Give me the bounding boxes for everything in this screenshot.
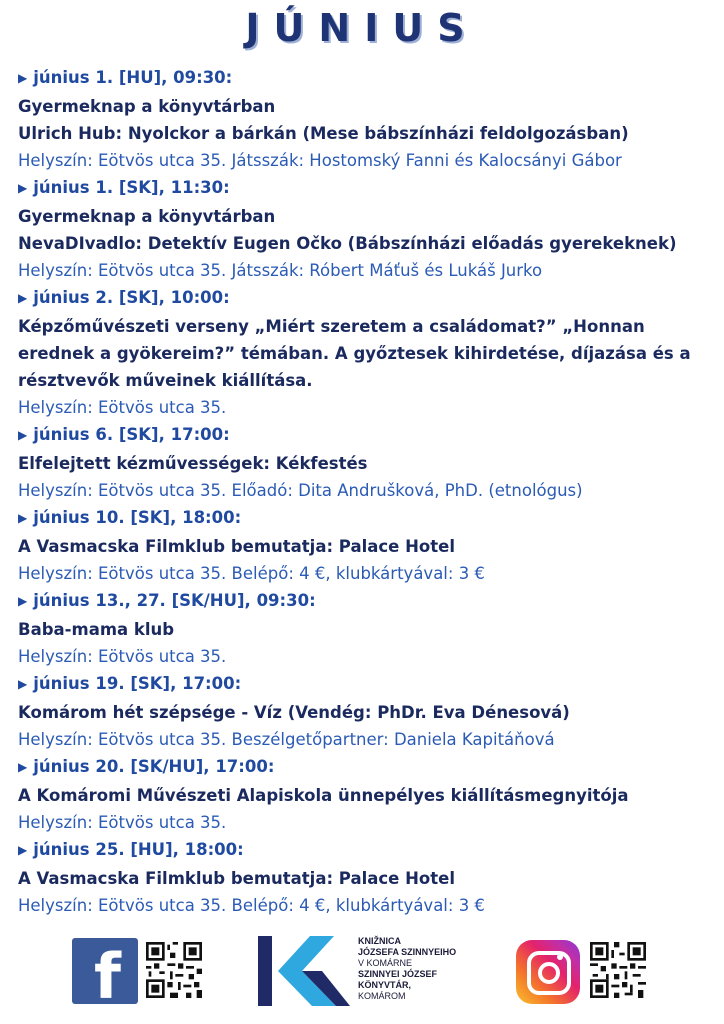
event-location: Helyszín: Eötvös utca 35. Belépő: 4 €, klubkártyával: 3 € [18,896,485,915]
library-name-line: JÓZSEFA SZINNYEIHO [358,947,457,957]
event-date-text: június 2. [SK], 10:00: [33,288,230,307]
event-date-text: június 20. [SK/HU], 17:00: [33,757,275,776]
library-logo [258,936,350,1006]
library-name-line: SZINNYEI JÓZSEF [358,969,438,979]
library-name-line: KÖNYVTÁR, [358,980,412,990]
event-date [18,836,718,865]
event-heading: Komárom hét szépsége - Víz (Vendég: PhDr. Eva Dénesová) [18,703,570,722]
event-date [18,421,718,450]
event-location: Helyszín: Eötvös utca 35. [18,813,227,832]
event-date-text: június 13., 27. [SK/HU], 09:30: [33,591,316,610]
triangle-bullet-icon: ▶ [18,594,28,608]
facebook-icon[interactable]: f [72,938,138,1004]
event-list [18,64,718,919]
triangle-bullet-icon: ▶ [18,677,28,691]
event-item [18,64,718,174]
library-name-line: KOMÁROM [358,991,406,1001]
event-item [18,504,718,587]
event-date-text: június 25. [HU], 18:00: [33,840,244,859]
event-location: Helyszín: Eötvös utca 35. Előadó: Dita Andrušková, PhD. (etnológus) [18,481,583,500]
event-heading: Baba-mama klub [18,620,175,639]
event-heading: NevaDIvadlo: Detektív Eugen Očko (Bábszínházi előadás gyerekeknek) [18,234,677,253]
event-date [18,753,718,782]
event-date [18,64,718,93]
event-date-text: június 19. [SK], 17:00: [33,674,242,693]
event-location: Helyszín: Eötvös utca 35. Belépő: 4 €, klubkártyával: 3 € [18,564,485,583]
event-location: Helyszín: Eötvös utca 35. [18,398,227,417]
event-item [18,284,718,421]
event-item [18,670,718,753]
event-date-text: június 1. [SK], 11:30: [33,178,230,197]
event-date [18,284,718,313]
event-heading: Gyermeknap a könyvtárban [18,97,276,116]
triangle-bullet-icon: ▶ [18,843,28,857]
page-title: JÚNIUS [245,6,479,50]
event-item [18,421,718,504]
event-heading: Elfelejtett kézművességek: Kékfestés [18,454,368,473]
library-name-line: KNIŽNICA [358,936,401,946]
triangle-bullet-icon: ▶ [18,181,28,195]
event-date [18,670,718,699]
event-item [18,753,718,836]
qr-code-facebook[interactable] [146,942,202,998]
triangle-bullet-icon: ▶ [18,511,28,525]
triangle-bullet-icon: ▶ [18,71,28,85]
triangle-bullet-icon: ▶ [18,428,28,442]
triangle-bullet-icon: ▶ [18,760,28,774]
event-date-text: június 1. [HU], 09:30: [33,68,233,87]
event-date-text: június 10. [SK], 18:00: [33,508,242,527]
library-name [358,936,488,1002]
event-location: Helyszín: Eötvös utca 35. Játsszák: Hostomský Fanni és Kalocsányi Gábor [18,151,622,170]
event-location: Helyszín: Eötvös utca 35. Játsszák: Róbert Máťuš és Lukáš Jurko [18,261,543,280]
event-date [18,587,718,616]
event-item [18,587,718,670]
triangle-bullet-icon: ▶ [18,291,28,305]
qr-code-instagram[interactable] [590,942,646,998]
event-heading: Gyermeknap a könyvtárban [18,207,276,226]
event-heading: A Vasmacska Filmklub bemutatja: Palace Hotel [18,537,455,556]
event-heading: Ulrich Hub: Nyolckor a bárkán (Mese bábszínházi feldolgozásban) [18,124,629,143]
footer [0,934,724,1014]
library-name-line: V KOMÁRNE [358,958,413,968]
event-location: Helyszín: Eötvös utca 35. [18,647,227,666]
event-date [18,174,718,203]
event-item [18,174,718,284]
event-heading: A Komáromi Művészeti Alapiskola ünnepélyes kiállításmegnyitója [18,786,629,805]
instagram-icon[interactable] [516,940,580,1004]
event-location: Helyszín: Eötvös utca 35. Beszélgetőpartner: Daniela Kapitáňová [18,730,555,749]
event-heading: A Vasmacska Filmklub bemutatja: Palace Hotel [18,869,455,888]
event-date-text: június 6. [SK], 17:00: [33,425,230,444]
event-heading: Képzőművészeti verseny „Miért szeretem a családomat?” „Honnan erednek a gyökereim?” témában. A győztesek kihirdetése, díjazása és a résztvevők műveinek kiállítása. [18,317,691,390]
event-item [18,836,718,919]
event-date [18,504,718,533]
